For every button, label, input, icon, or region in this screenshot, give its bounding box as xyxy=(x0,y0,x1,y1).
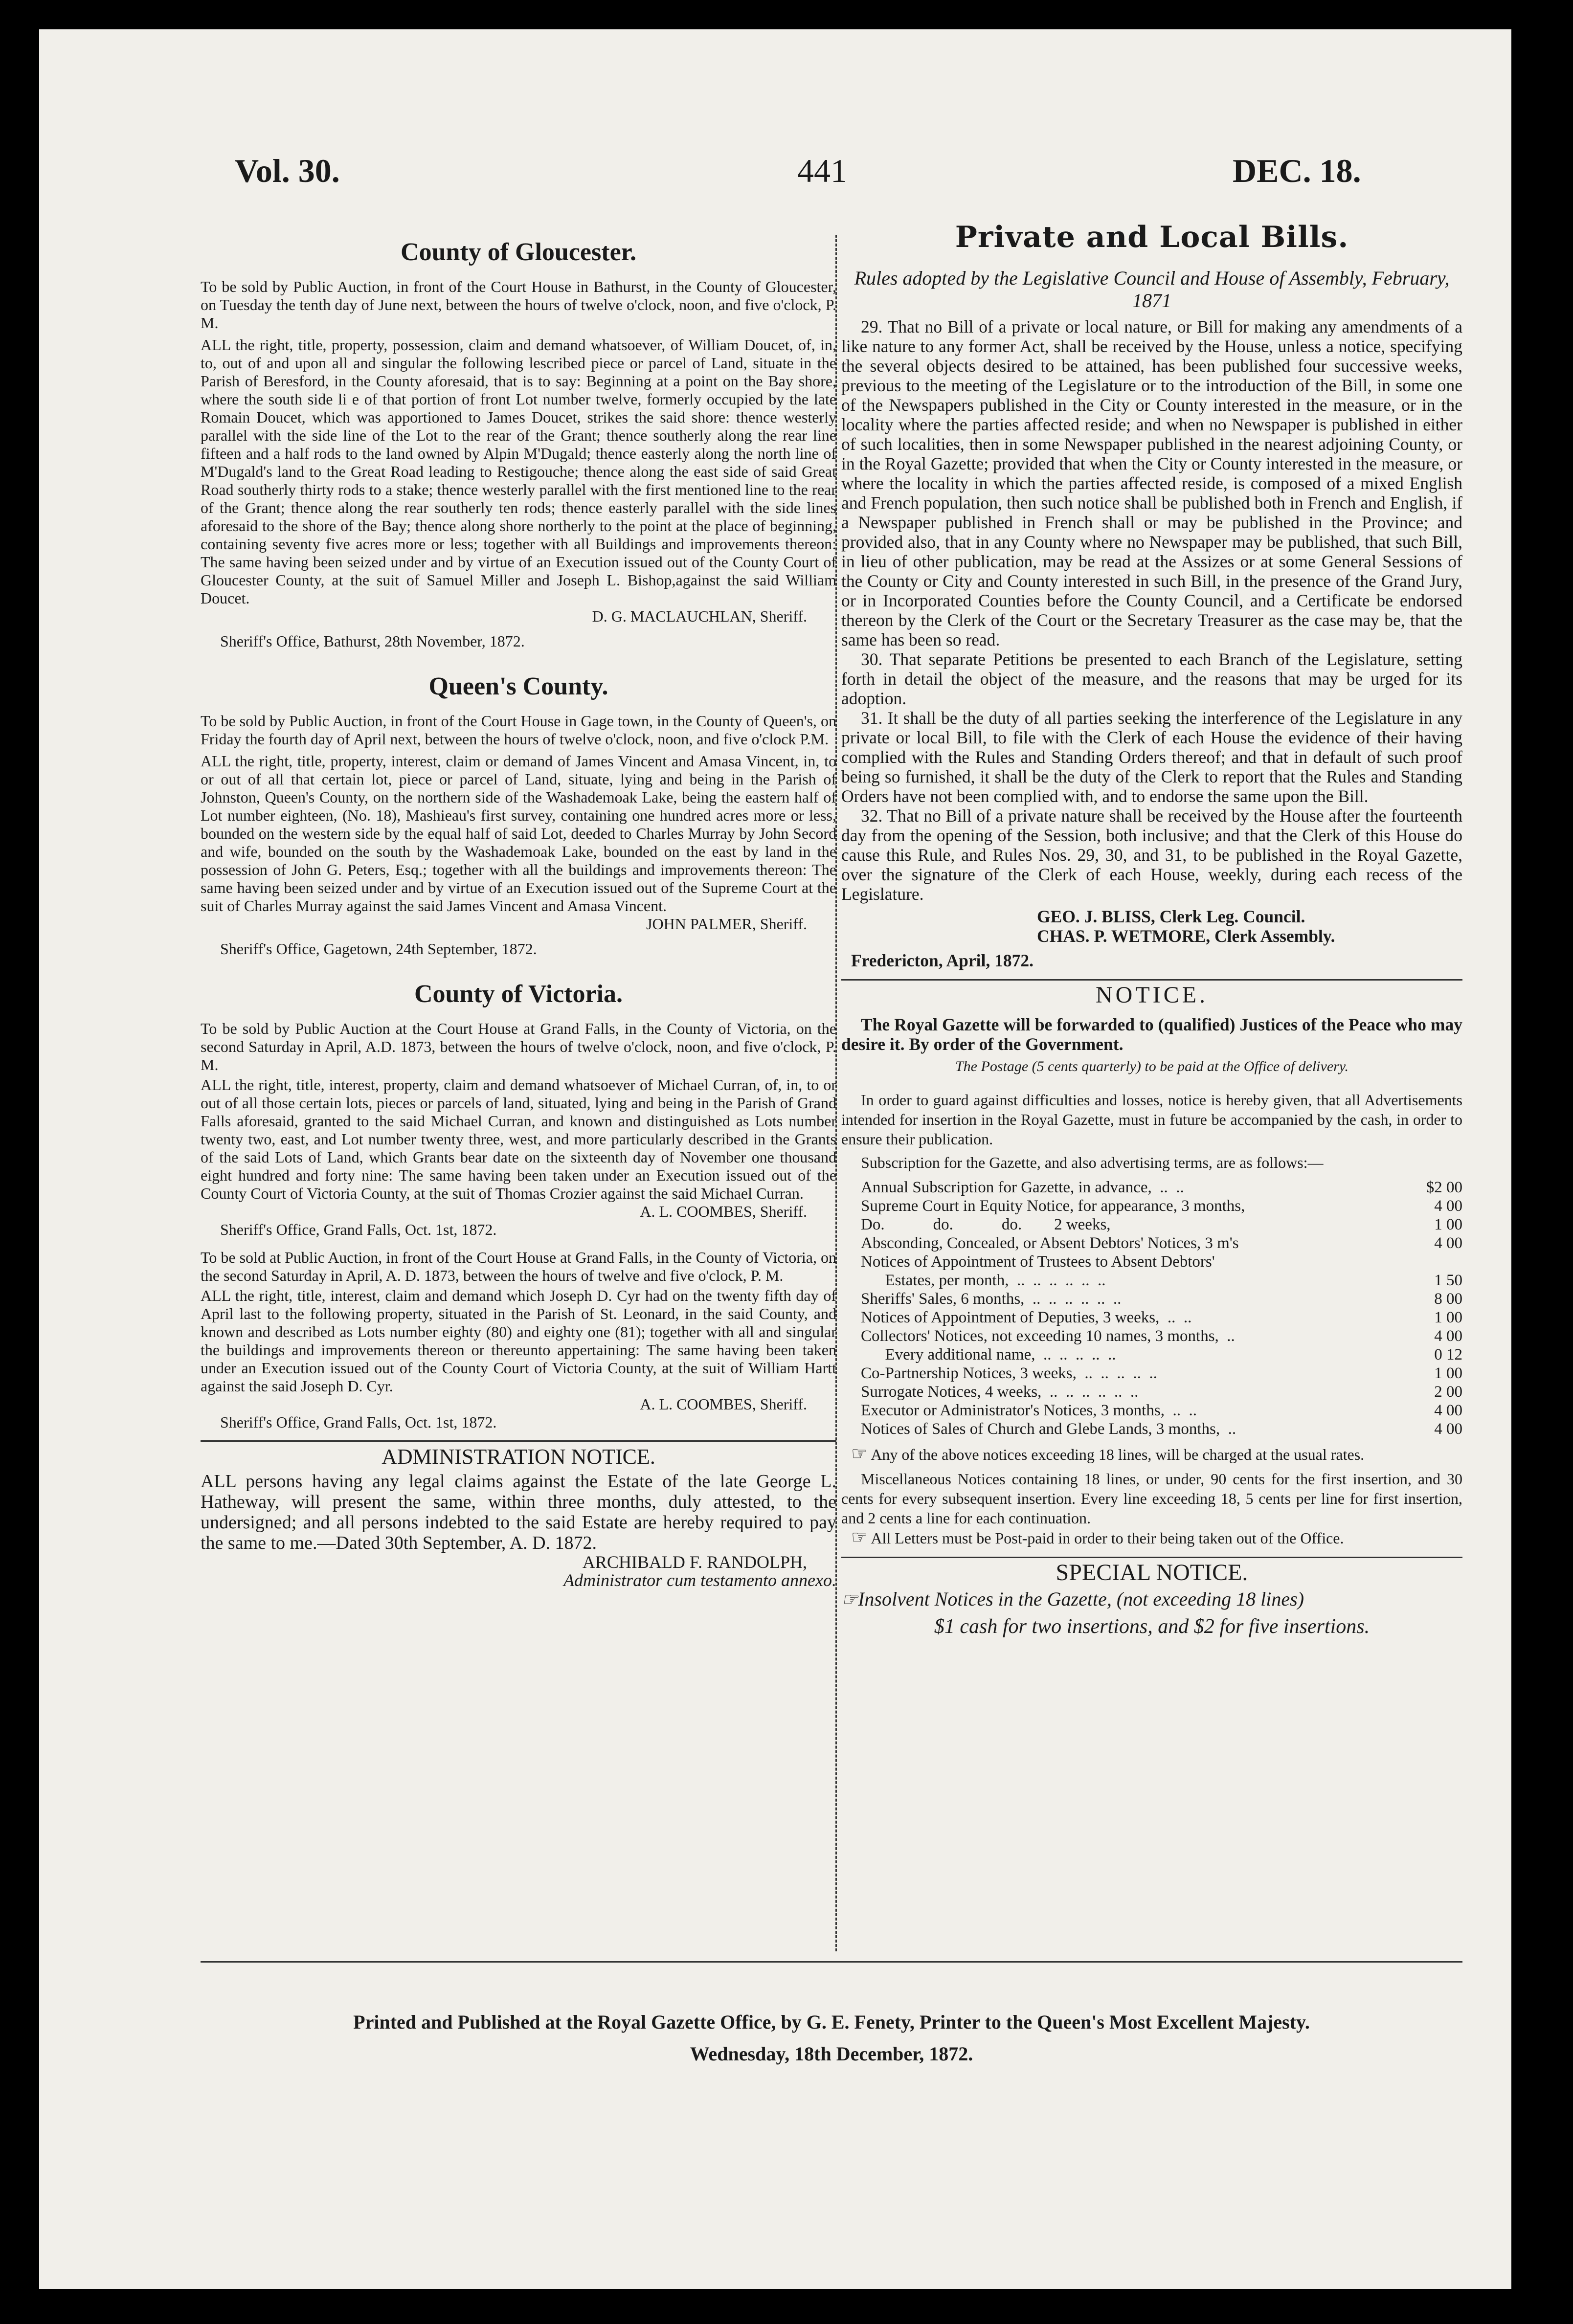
queens-body: ALL the right, title, property, interest, claim or demand of James Vincent and Amasa Vincent, in, to or out of all that certain lot, piece or parcel of Land, situate, lying and being in the Parish of Johnston, Queen's County, on the northern side of the Washademoak Lake, being the eastern half of Lot number eighteen, (No. 18), Mashieau's first survey, containing one hundred acres more or less, bounded on the western side by the equal half of said Lot, deeded to Charles Murray by John Secord and wife, bounded on the south by the Washademoak Lake, bounded on the east by land in the possession of John G. Peters, Esq.; together with all the buildings and improvements thereon: The same having been seized under and by virtue of an Execution issued out of the Supreme Court at the suit of Charles Murray against the said James Vincent and Amasa Vincent. xyxy=(201,752,836,915)
rate-amount: 4 00 xyxy=(1434,1234,1462,1252)
notice-title: NOTICE. xyxy=(1096,982,1208,1008)
right-column xyxy=(841,220,1462,1639)
rate-amount: 1 00 xyxy=(1434,1364,1462,1382)
gloucester-notice xyxy=(201,238,836,650)
rate-row xyxy=(861,1215,1462,1234)
rates-table xyxy=(861,1178,1462,1438)
administration-notice xyxy=(201,1445,836,1589)
footer-rule xyxy=(201,1961,1462,1963)
rate-row xyxy=(861,1345,1462,1364)
footer-line-2: Wednesday, 18th December, 1872. xyxy=(690,2043,973,2065)
notice-para-1: In order to guard against difficulties and losses, notice is hereby given, that all Advertisements intended for insertion in the Royal Gazette, must in future be accompanied by the cash, in order to ensure their publication. xyxy=(841,1091,1462,1148)
victoria-notice xyxy=(201,980,836,1431)
rate-amount: $2 00 xyxy=(1426,1179,1462,1196)
note-3 xyxy=(841,1528,1462,1548)
rate-amount: 4 00 xyxy=(1434,1197,1462,1215)
rule-30: 30. That separate Petitions be presented to each Branch of the Legislature, setting forth in detail the object of the measure, and the reasons that may be urged for its adoption. xyxy=(841,649,1462,708)
victoria-title: County of Victoria. xyxy=(414,980,623,1008)
victoria-body-1: ALL the right, title, interest, property, claim and demand whatsoever of Michael Curran, of, in, to or out of all those certain lots, pieces or parcels of land, situated, lying and being in the Parish of Grand Falls aforesaid, granted to the said Michael Curran, and known and distinguished as Lots number twenty two, east, and Lot number twenty three, west, and more particularly described in the Grants of the said Lots of Land, which Grants bear date on the sixteenth day of November one thousand eight hundred and forty nine: The same having been taken under an Execution issued out of the County Court of Victoria County, at the suit of Thomas Crozier against the said Michael Curran. xyxy=(201,1076,836,1202)
special-title: SPECIAL NOTICE. xyxy=(1056,1560,1248,1586)
rate-amount: 8 00 xyxy=(1434,1290,1462,1308)
administration-title: ADMINISTRATION NOTICE. xyxy=(382,1445,655,1469)
rule-31: 31. It shall be the duty of all parties seeking the interference of the Legislature in any private or local Bill, to file with the Clerk of each House the evidence of their having complied with the Rules and Standing Orders thereof; and that in default of such proof being so furnished, it shall be the duty of the Clerk to report that the Rules and Standing Orders have not been complied with, and to endorse the same upon the Bill. xyxy=(841,708,1462,806)
gloucester-lead: To be sold by Public Auction, in front of the Court House in Bathurst, in the County of Gloucester, on Tuesday the tenth day of June next, between the hours of twelve o'clock, noon, and five o'clock, P. M. xyxy=(201,278,836,332)
rate-amount: 1 00 xyxy=(1434,1216,1462,1233)
rate-amount: 1 00 xyxy=(1434,1309,1462,1326)
notice-postage: The Postage (5 cents quarterly) to be paid at the Office of delivery. xyxy=(955,1058,1348,1074)
rate-row xyxy=(861,1290,1462,1308)
victoria-office-2: Sheriff's Office, Grand Falls, Oct. 1st, 1872. xyxy=(220,1413,497,1431)
rate-label: Supreme Court in Equity Notice, for appearance, 3 months, xyxy=(861,1197,1245,1215)
rate-amount: 4 00 xyxy=(1434,1402,1462,1419)
rate-label: Do. do. do. 2 weeks, xyxy=(861,1216,1111,1233)
pointing-hand-icon: ☞ xyxy=(851,1444,868,1464)
rate-amount: 1 50 xyxy=(1434,1272,1462,1289)
notice-para-2: Subscription for the Gazette, and also advertising terms, are as follows:— xyxy=(861,1154,1324,1171)
note-2: Miscellaneous Notices containing 18 lines, or under, 90 cents for the first insertion, and 30 cents for every subsequent insertion. Every line exceeding 18, 5 cents per line for first insertion, and 2 cents a line for each continuation. xyxy=(841,1470,1462,1527)
rate-row xyxy=(861,1308,1462,1327)
gloucester-title: County of Gloucester. xyxy=(401,238,636,266)
bills-place-date: Fredericton, April, 1872. xyxy=(851,951,1034,970)
rate-row xyxy=(861,1252,1462,1271)
special-line-1: ☞Insolvent Notices in the Gazette, (not exceeding 18 lines) xyxy=(841,1588,1304,1610)
rate-amount: 4 00 xyxy=(1434,1420,1462,1438)
victoria-office-1: Sheriff's Office, Grand Falls, Oct. 1st, 1872. xyxy=(220,1221,497,1238)
rate-row xyxy=(861,1271,1462,1290)
notice-line-1: The Royal Gazette will be forwarded to (qualified) Justices of the Peace who may desire it. By order of the Government. xyxy=(841,1015,1462,1054)
rate-label: Absconding, Concealed, or Absent Debtors' Notices, 3 m's xyxy=(861,1234,1239,1252)
rate-row xyxy=(861,1178,1462,1197)
bills-signature-assembly: CHAS. P. WETMORE, Clerk Assembly. xyxy=(1037,926,1335,946)
rate-label: Notices of Sales of Church and Glebe Lands, 3 months, .. xyxy=(861,1420,1236,1438)
rate-amount: 2 00 xyxy=(1434,1383,1462,1401)
gloucester-office: Sheriff's Office, Bathurst, 28th November, 1872. xyxy=(220,632,525,650)
rate-label: Executor or Administrator's Notices, 3 months, .. .. xyxy=(861,1402,1197,1419)
private-local-bills xyxy=(841,220,1462,970)
newspaper-page xyxy=(39,29,1511,2289)
rate-label: Estates, per month, .. .. .. .. .. .. xyxy=(861,1272,1106,1289)
rate-amount: 0 12 xyxy=(1434,1346,1462,1363)
rate-label: Sheriffs' Sales, 6 months, .. .. .. .. .. .. xyxy=(861,1290,1122,1308)
note-1 xyxy=(841,1444,1462,1464)
gloucester-signature: D. G. MACLAUCHLAN, Sheriff. xyxy=(592,607,807,625)
administrator-name: ARCHIBALD F. RANDOLPH, xyxy=(582,1552,807,1572)
issue-date: DEC. 18. xyxy=(1233,152,1361,189)
rate-row xyxy=(861,1327,1462,1345)
administration-body: ALL persons having any legal claims against the Estate of the late George L. Hatheway, will present the same, within three months, duly attested, to the undersigned; and all persons indebted to the said Estate are hereby required to pay the same to me.—Dated 30th September, A. D. 1872. xyxy=(201,1471,836,1553)
bills-signature-council: GEO. J. BLISS, Clerk Leg. Council. xyxy=(1037,907,1305,926)
victoria-signature-1: A. L. COOMBES, Sheriff. xyxy=(640,1203,807,1220)
notice-divider xyxy=(841,979,1462,981)
rate-label: Every additional name, .. .. .. .. .. xyxy=(861,1346,1116,1363)
rate-label: Notices of Appointment of Deputies, 3 weeks, .. .. xyxy=(861,1309,1192,1326)
rate-row xyxy=(861,1383,1462,1401)
left-column xyxy=(201,235,836,1589)
rule-29: 29. That no Bill of a private or local nature, or Bill for making any amendments of a like nature to any former Act, shall be received by the House, unless a notice, specifying the several objects desired to be attained, has been published four successive weeks, previous to the meeting of the Legislature or to the introduction of the Bill, in some one of the Newspapers published in the City or County interested in the measure, or in the locality where the parties affected reside; and when no Newspaper is published in either of such localities, then in some Newspaper published in the nearest adjoining County, or in the Royal Gazette; provided that when the City or County interested in the measure, or where the locality in which the parties affected reside, is composed of a mixed English and French population, then such notice shall be published both in French and English, if a Newspaper published in French shall or may be published in the Province; and provided also, that in any County where no Newspaper may be published, that such Bill, in lieu of other publication, may be read at the Assizes or at some General Sessions of the County or City and County interested in such Bill, in the presence of the Grand Jury, or in Incorporated Counties before the County Council, and a Certificate be endorsed thereon by the Clerk of the Court or the Secretary Treasurer as the case may be, that the same has been so read. xyxy=(841,317,1462,649)
special-line-2: $1 cash for two insertions, and $2 for five insertions. xyxy=(934,1615,1370,1638)
gloucester-body: ALL the right, title, property, possession, claim and demand whatsoever, of William Doucet, of, in, to, out of and upon all and singular the following lescribed piece or parcel of Land, situate in the Parish of Beresford, in the County aforesaid, that is to say: Beginning at a point on the Bay shore, where the south side li e of that portion of front Lot number twelve, formerly occupied by the late Romain Doucet, which was apportioned to James Doucet, strikes the said shore: thence westerly parallel with the side line of the Lot to the rear of the Grant; thence southerly along the rear line fifteen and a half rods to the land owned by Alpin M'Dugald; thence easterly along the north line of M'Dugald's land to the Great Road leading to Restigouche; thence along the east side of said Great Road southerly thirty rods to a stake; thence westerly parallel with the first mentioned line to the rear of the Grant; thence along the rear southerly ten rods; thence easterly parallel with the side lines aforesaid to the shore of the Bay; thence along shore northerly to the point at the place of beginning, containing seventy five acres more or less; together with all Buildings and improvements thereon: The same having been seized under and by virtue of an Execution issued out of the County Court of Gloucester County, at the suit of Samuel Miller and Joseph L. Bishop,against the said William Doucet. xyxy=(201,336,836,607)
page-number: 441 xyxy=(797,152,847,189)
rate-label: Co-Partnership Notices, 3 weeks, .. .. .. .. .. xyxy=(861,1364,1157,1382)
rate-row xyxy=(861,1197,1462,1215)
bills-subtitle: Rules adopted by the Legislative Council and House of Assembly, February, 1871 xyxy=(854,267,1450,312)
note-1-text: Any of the above notices exceeding 18 lines, will be charged at the usual rates. xyxy=(871,1446,1365,1463)
rule-32: 32. That no Bill of a private nature shall be received by the House after the fourteenth day from the opening of the Session, both inclusive; and that the Clerk of this House do cause this Rule, and Rules Nos. 29, 30, and 31, to be published in the Royal Gazette, over the signature of the Clerk of each House, weekly, during each recess of the Legislature. xyxy=(841,806,1462,904)
admin-divider xyxy=(201,1440,836,1442)
rate-row xyxy=(861,1401,1462,1420)
victoria-lead-2: To be sold at Public Auction, in front of the Court House at Grand Falls, in the County of Victoria, on the second Saturday in April, A. D. 1873, between the hours of twelve and five o'clock, P. M. xyxy=(201,1249,836,1284)
bills-title: Private and Local Bills. xyxy=(955,220,1349,254)
rate-amount: 4 00 xyxy=(1434,1327,1462,1345)
rate-row xyxy=(861,1364,1462,1383)
rate-label: Surrogate Notices, 4 weeks, .. .. .. .. .. .. xyxy=(861,1383,1139,1401)
rate-label: Collectors' Notices, not exceeding 10 names, 3 months, .. xyxy=(861,1327,1235,1345)
pointing-hand-icon: ☞ xyxy=(841,1589,858,1610)
queens-office: Sheriff's Office, Gagetown, 24th September, 1872. xyxy=(220,940,537,958)
queens-lead: To be sold by Public Auction, in front of the Court House in Gage town, in the County of Queen's, on Friday the fourth day of April next, between the hours of twelve o'clock, noon, and five o'clock P.M. xyxy=(201,712,836,748)
victoria-signature-2: A. L. COOMBES, Sheriff. xyxy=(640,1395,807,1413)
victoria-lead-1: To be sold by Public Auction at the Court House at Grand Falls, in the County of Victoria, on the second Saturday in April, A.D. 1873, between the hours of twelve o'clock, noon, and five o'clock, P. M. xyxy=(201,1020,836,1073)
queens-title: Queen's County. xyxy=(428,672,608,700)
queens-notice xyxy=(201,672,836,958)
queens-signature: JOHN PALMER, Sheriff. xyxy=(646,915,807,933)
rate-row xyxy=(861,1234,1462,1252)
rate-label: Notices of Appointment of Trustees to Absent Debtors' xyxy=(861,1253,1215,1271)
rate-label: Annual Subscription for Gazette, in advance, .. .. xyxy=(861,1179,1184,1196)
pointing-hand-icon: ☞ xyxy=(851,1527,868,1548)
victoria-body-2: ALL the right, title, interest, claim and demand which Joseph D. Cyr had on the twenty fifth day of April last to the following property, situated in the Parish of St. Leonard, in the said County, and known and described as Lots number eighty (80) and eighty one (81); together with all and singular the buildings and improvements thereon or thereunto appertaining: The same having been taken under an Execution issued out of the County Court of Victoria County, at the suit of William Hartt against the said Joseph D. Cyr. xyxy=(201,1287,836,1395)
rate-row xyxy=(861,1420,1462,1438)
gazette-notice xyxy=(841,982,1462,1548)
special-notice xyxy=(841,1560,1462,1639)
note-3-text: All Letters must be Post-paid in order to their being taken out of the Office. xyxy=(871,1529,1344,1547)
footer-line-1: Printed and Published at the Royal Gazette Office, by G. E. Fenety, Printer to the Queen's Most Excellent Majesty. xyxy=(353,2011,1310,2033)
volume-label: Vol. 30. xyxy=(235,152,340,189)
rate-amount xyxy=(1457,1252,1462,1271)
special-divider xyxy=(841,1557,1462,1558)
administrator-role: Administrator cum testamento annexo. xyxy=(563,1570,836,1590)
